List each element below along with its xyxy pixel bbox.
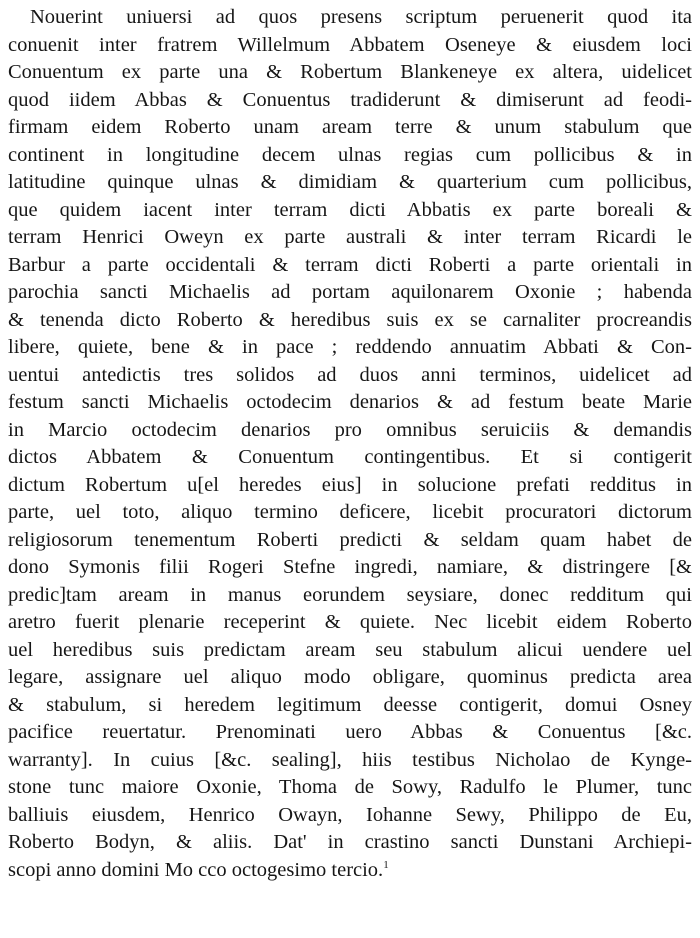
text-line: dictum Robertum u[el heredes eius] in solucione prefati redditus in [8,473,692,496]
text-line: firmam eidem Roberto unam aream terre & unum stabulum que [8,116,692,138]
text-line: Nouerint uniuersi ad quos presens scriptum peruenerit quod ita [30,6,692,28]
text-line: pacifice reuertatur. Prenominati uero Abbas & Conuentus [&c. [8,721,692,743]
text-line: Conuentum ex parte una & Robertum Blankeneye ex altera, uidelicet [8,61,692,83]
text-line: predic]tam aream in manus eorundem seysiare, donec redditum qui [8,583,692,606]
text-line: in Marcio octodecim denarios pro omnibus seruiciis & demandis [8,418,692,441]
text-line: warranty]. In cuius [&c. sealing], hiis testibus Nicholao de Kynge- [8,748,692,771]
text-line: latitudine quinque ulnas & dimidiam & quarterium cum pollicibus, [8,171,692,193]
text-line: quod iidem Abbas & Conuentus tradiderunt & dimiserunt ad feodi- [8,88,692,111]
text-line: parte, uel toto, aliquo termino deficere, licebit procuratori dictorum [8,501,692,523]
text-line: & stabulum, si heredem legitimum deesse contigerit, domui Osney [8,693,692,716]
text-line: & tenenda dicto Roberto & heredibus suis ex se carnaliter procreandis [8,308,692,331]
text-line: dono Symonis filii Rogeri Stefne ingredi, namiare, & distringere [& [8,556,692,578]
footnote-marker: 1 [383,858,389,871]
text-line: uel heredibus suis predictam aream seu stabulum alicui uendere uel [8,638,692,661]
text-line: legare, assignare uel aliquo modo obligare, quominus predicta area [8,666,692,688]
text-line: stone tunc maiore Oxonie, Thoma de Sowy, Radulfo le Plumer, tunc [8,776,692,798]
text-line: balliuis eiusdem, Henrico Owayn, Iohanne Sewy, Philippo de Eu, [8,803,692,826]
text-line: que quidem iacent inter terram dicti Abbatis ex parte boreali & [8,198,692,221]
text-line: aretro fuerit plenarie receperint & quiete. Nec licebit eidem Roberto [8,611,692,633]
text-line: Barbur a parte occidentali & terram dicti Roberti a parte orientali in [8,253,692,276]
text-line-final [8,857,692,885]
text-line: religiosorum tenementum Roberti predicti & seldam quam habet de [8,528,692,551]
text-line: festum sancti Michaelis octodecim denarios & ad festum beate Marie [8,391,692,413]
text-line: libere, quiete, bene & in pace ; reddendo annuatim Abbati & Con- [8,336,692,358]
text-line: dictos Abbatem & Conuentum contingentibus. Et si contigerit [8,446,692,468]
text-line: conuenit inter fratrem Willelmum Abbatem Oseneye & eiusdem loci [8,33,692,56]
text-line: parochia sancti Michaelis ad portam aquilonarem Oxonie ; habenda [8,281,692,303]
charter-text [8,4,692,884]
final-line-text: scopi anno domini Mo cco octogesimo tercio. [8,858,384,881]
text-line: continent in longitudine decem ulnas regias cum pollicibus & in [8,143,692,166]
text-line: Roberto Bodyn, & aliis. Dat' in crastino sancti Dunstani Archiepi- [8,831,692,853]
text-line: uentui antedictis tres solidos ad duos anni terminos, uidelicet ad [8,363,692,386]
text-line: terram Henrici Oweyn ex parte australi & inter terram Ricardi le [8,226,692,248]
